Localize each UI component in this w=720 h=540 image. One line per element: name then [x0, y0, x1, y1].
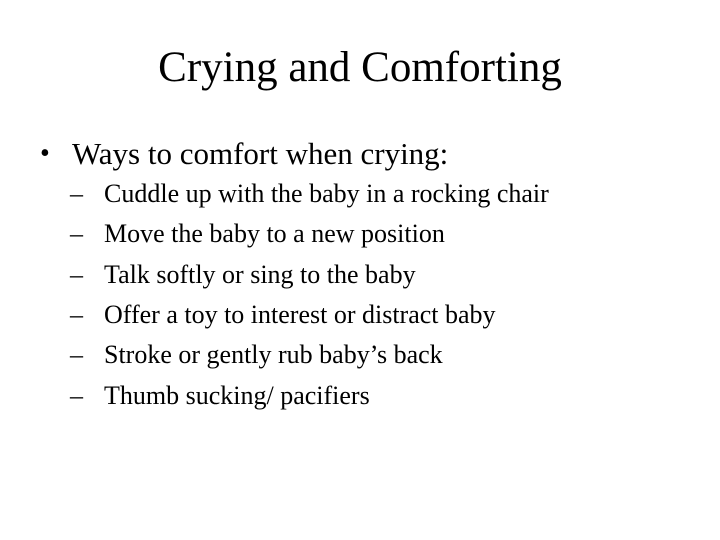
- sub-bullet-item: [70, 214, 549, 254]
- sub-bullet-list: [70, 174, 549, 416]
- sub-bullet-item: [70, 335, 549, 375]
- sub-bullet-text: Talk softly or sing to the baby: [104, 259, 416, 289]
- sub-bullet-item: [70, 255, 549, 295]
- sub-bullet-item: [70, 375, 549, 415]
- sub-bullet-text: Offer a toy to interest or distract baby: [104, 300, 496, 330]
- bullet-icon: •: [40, 138, 50, 169]
- dash-icon: –: [70, 380, 83, 410]
- sub-bullet-text: Cuddle up with the baby in a rocking chair: [104, 179, 549, 209]
- main-bullet: [40, 134, 448, 174]
- dash-icon: –: [70, 179, 83, 209]
- sub-bullet-text: Stroke or gently rub baby’s back: [104, 340, 443, 370]
- sub-bullet-text: Thumb sucking/ pacifiers: [104, 380, 370, 410]
- sub-bullet-item: [70, 174, 549, 214]
- sub-bullet-item: [70, 295, 549, 335]
- main-bullet-text: Ways to comfort when crying:: [72, 136, 449, 171]
- dash-icon: –: [70, 340, 83, 370]
- dash-icon: –: [70, 219, 83, 249]
- dash-icon: –: [70, 259, 83, 289]
- slide-title: Crying and Comforting: [158, 44, 562, 91]
- sub-bullet-text: Move the baby to a new position: [104, 219, 445, 249]
- dash-icon: –: [70, 300, 83, 330]
